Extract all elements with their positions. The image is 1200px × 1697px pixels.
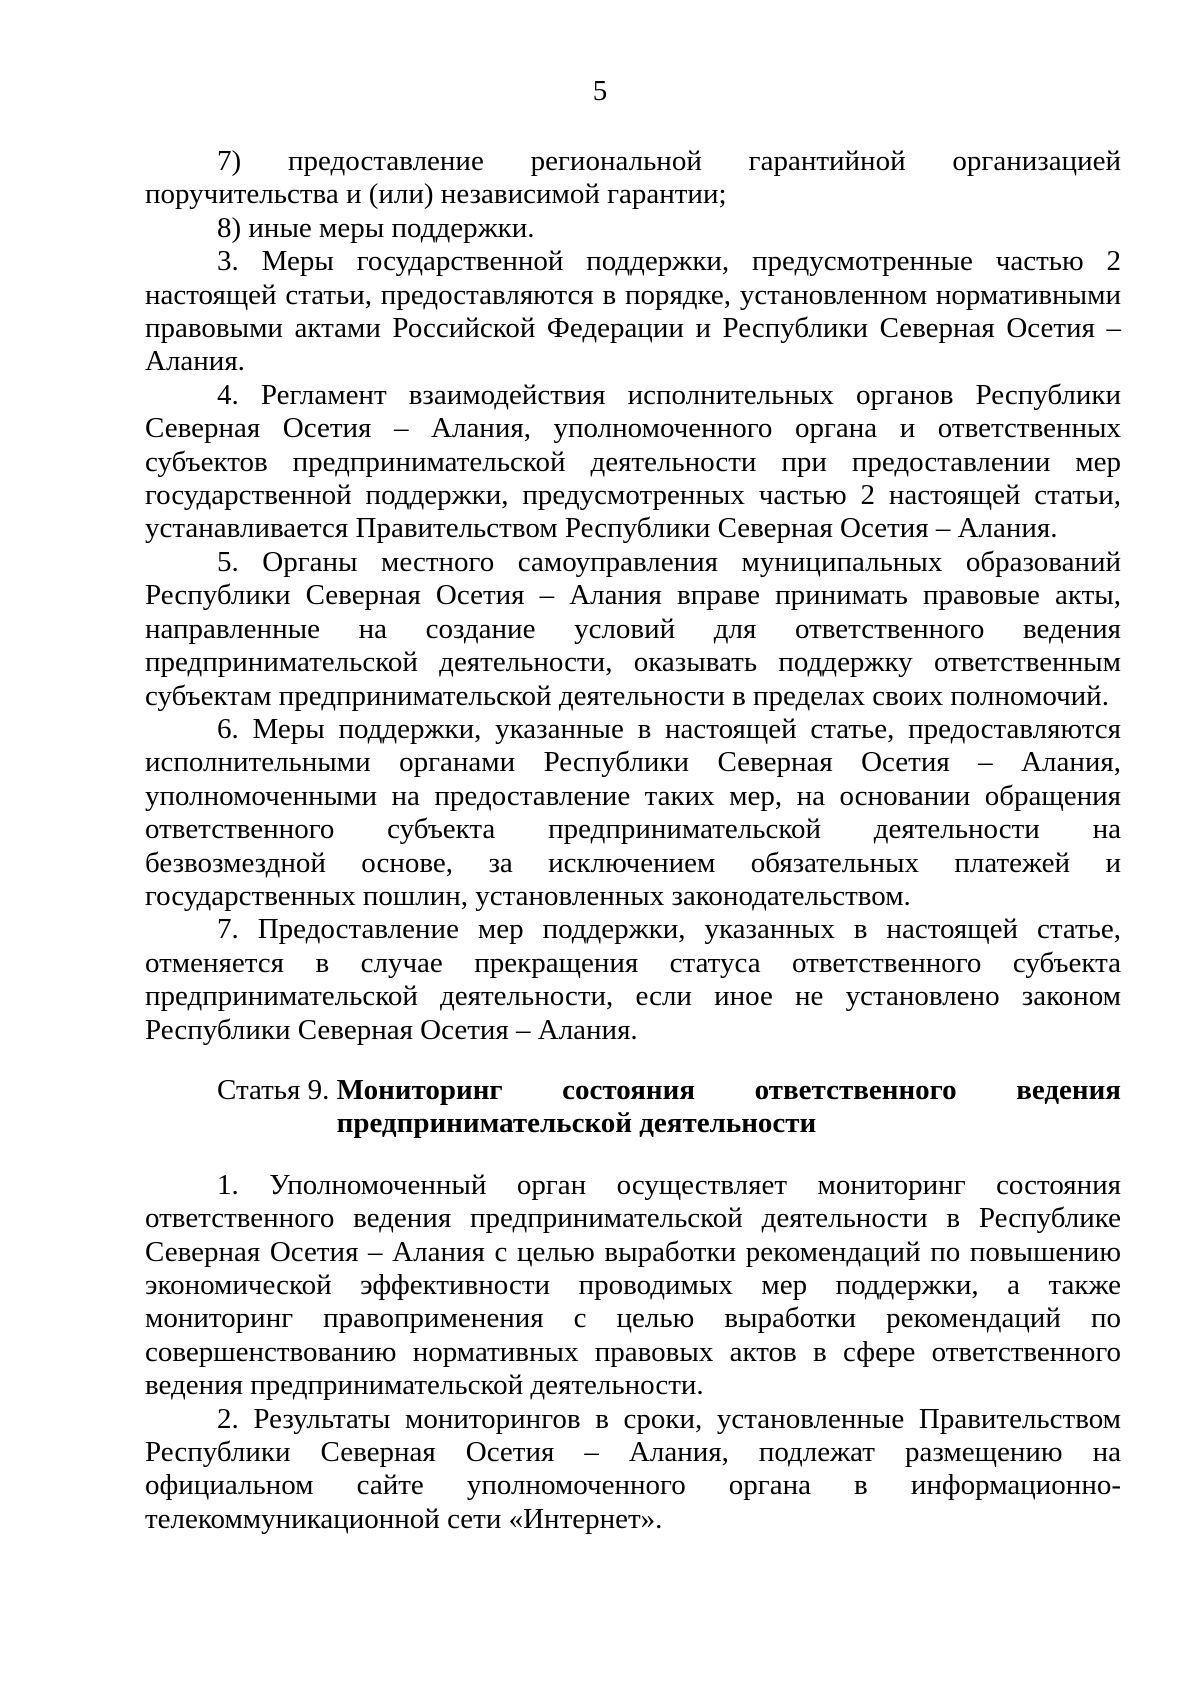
paragraph-item-7: 7) предоставление региональной гарантийной организацией поручительства и (или) независимой гарантии; — [145, 145, 1121, 211]
paragraph-part-4: 4. Регламент взаимодействия исполнительных органов Республики Северная Осетия – Алания, уполномоченного органа и ответственных субъектов предпринимательской деятельности при предоставлении мер государственной поддержки, предусмотренных частью 2 настоящей статьи, устанавливается Правительством Республики Северная Осетия – Алания. — [145, 378, 1121, 545]
paragraph-item-8: 8) иные меры поддержки. — [217, 211, 535, 244]
paragraph-part-6: 6. Меры поддержки, указанные в настоящей статье, предоставляются исполнительными органами Республики Северная Осетия – Алания, уполномоченными на предоставление таких мер, на основании обращения ответственного субъекта предпринимательской деятельности на безвозмездной основе, за исключением обязательных платежей и государственных пошлин, установленных законодательством. — [145, 712, 1121, 912]
article-heading — [145, 1074, 1121, 1141]
article-9-paragraph-1: 1. Уполномоченный орган осуществляет мониторинг состояния ответственного ведения предпринимательской деятельности в Республике Северная Осетия – Алания с целью выработки рекомендаций по повышению экономической эффективности проводимых мер поддержки, а также мониторинг правоприменения с целью выработки рекомендаций по совершенствованию нормативных правовых актов в сфере ответственного ведения предпринимательской деятельности. — [145, 1168, 1121, 1402]
article-number: Статья 9. — [217, 1073, 337, 1106]
paragraph-part-5: 5. Органы местного самоуправления муниципальных образований Республики Северная Осетия – Алания вправе принимать правовые акты, направленные на создание условий для ответственного ведения предпринимательской деятельности, оказывать поддержку ответственным субъектам предпринимательской деятельности в пределах своих полномочий. — [145, 545, 1121, 712]
document-body — [145, 145, 1121, 1536]
paragraph-part-7: 7. Предоставление мер поддержки, указанных в настоящей статье, отменяется в случае прекращения статуса ответственного субъекта предпринимательской деятельности, если иное не установлено законом Республики Северная Осетия – Алания. — [145, 913, 1121, 1046]
paragraph-part-3: 3. Меры государственной поддержки, предусмотренные частью 2 настоящей статьи, предоставляются в порядке, установленном нормативными правовыми актами Российской Федерации и Республики Северная Осетия – Алания. — [145, 245, 1121, 378]
article-title: Мониторинг состояния ответственного ведения предпринимательской деятельности — [336, 1073, 1121, 1140]
article-9-paragraph-2: 2. Результаты мониторингов в сроки, установленные Правительством Республики Северная Осетия – Алания, подлежат размещению на официальном сайте уполномоченного органа в информационно-телекоммуникационной сети «Интернет». — [145, 1402, 1121, 1535]
page-number: 5 — [592, 75, 608, 107]
